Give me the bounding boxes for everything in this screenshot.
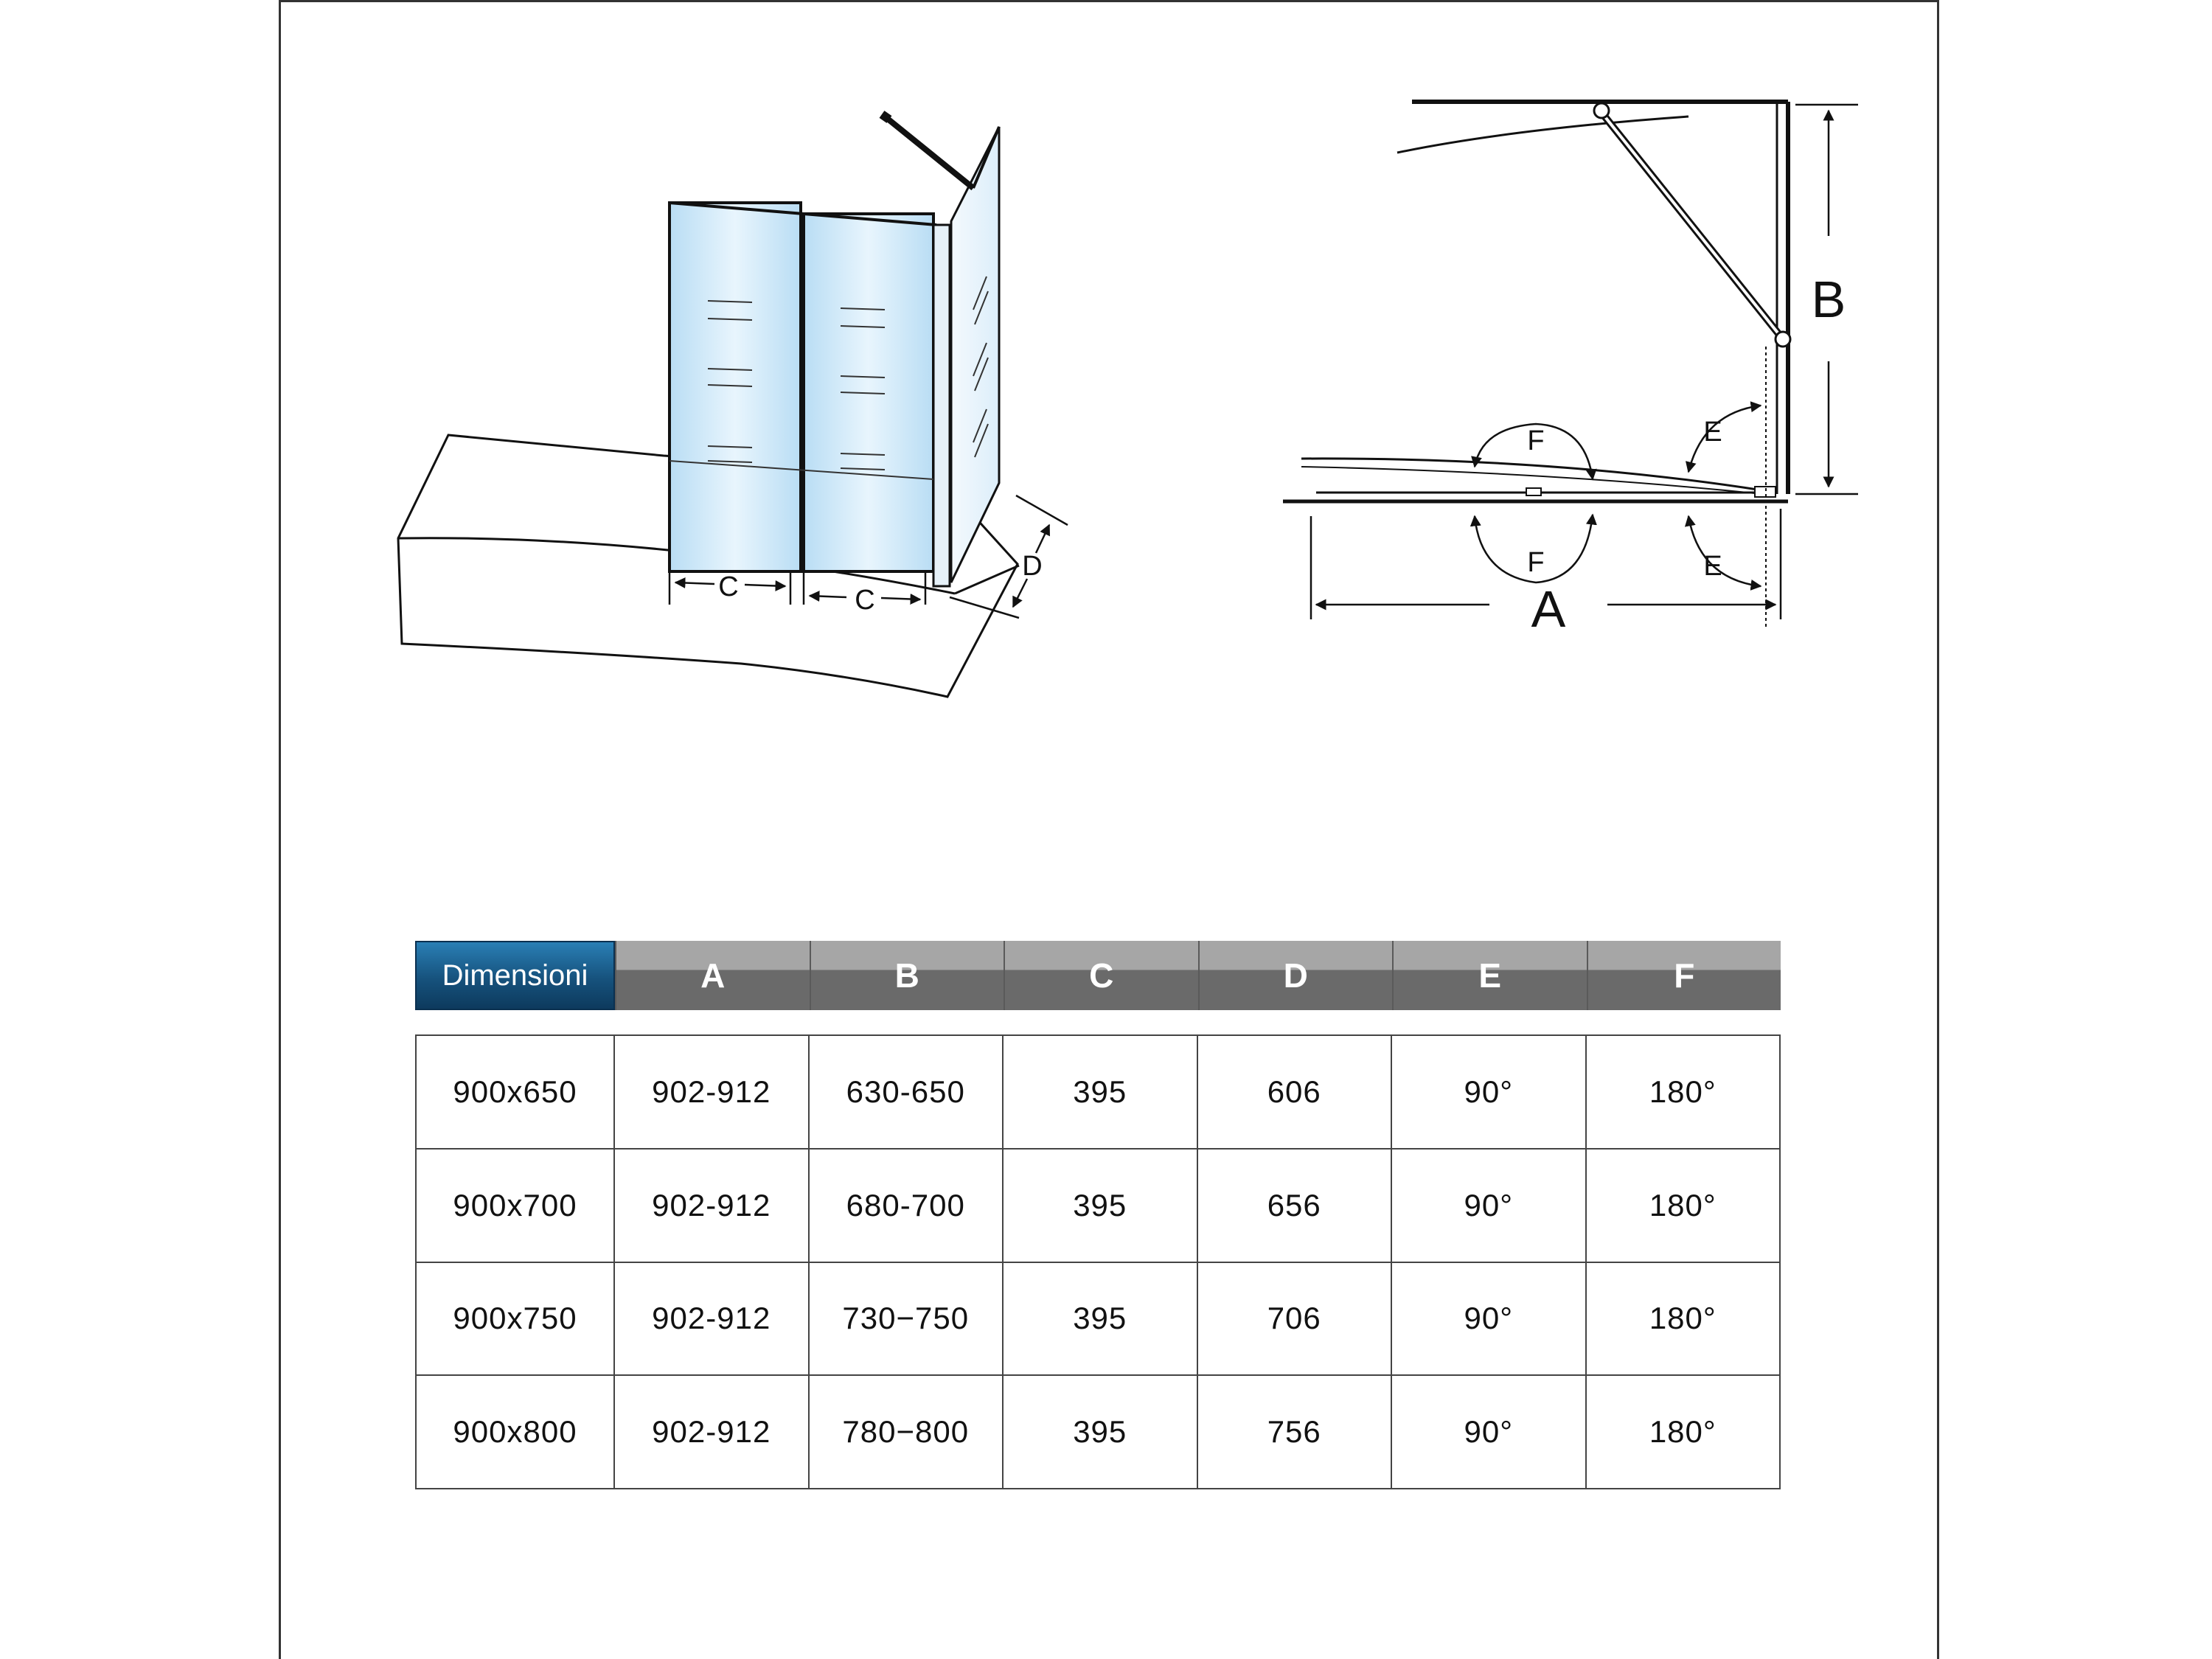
table-cell: 900x700	[416, 1149, 614, 1262]
table-cell: 730−750	[809, 1262, 1004, 1376]
header-a: A	[615, 941, 810, 1010]
header-d: D	[1198, 941, 1393, 1010]
table-cell: 902-912	[614, 1035, 809, 1149]
table-row	[416, 1149, 1780, 1262]
table-cell: 180°	[1586, 1149, 1781, 1262]
table-row	[416, 1035, 1780, 1149]
table-cell: 395	[1003, 1262, 1197, 1376]
header-f: F	[1587, 941, 1781, 1010]
spec-table-header	[415, 941, 1781, 1010]
table-cell: 90°	[1391, 1035, 1586, 1149]
header-c: C	[1004, 941, 1198, 1010]
table-cell: 680-700	[809, 1149, 1004, 1262]
table-cell: 902-912	[614, 1375, 809, 1489]
glass-panel-left	[669, 203, 801, 571]
table-cell: 606	[1197, 1035, 1392, 1149]
table-cell: 656	[1197, 1149, 1392, 1262]
plan-label-a: A	[1531, 580, 1566, 638]
plan-label-f-bottom: F	[1527, 547, 1545, 578]
plan-label-b: B	[1811, 271, 1846, 328]
table-cell: 900x750	[416, 1262, 614, 1376]
support-bar	[885, 116, 973, 188]
dim-label-c-right: C	[855, 585, 875, 616]
plan-view	[1283, 102, 1858, 627]
plan-label-e-top: E	[1703, 417, 1722, 448]
table-cell: 780−800	[809, 1375, 1004, 1489]
header-b: B	[810, 941, 1004, 1010]
dim-label-c-left: C	[718, 571, 739, 602]
table-cell: 900x650	[416, 1035, 614, 1149]
dim-label-d: D	[1022, 551, 1043, 582]
table-cell: 90°	[1391, 1375, 1586, 1489]
table-cell: 902-912	[614, 1149, 809, 1262]
glass-screen	[669, 114, 999, 586]
table-row	[416, 1262, 1780, 1376]
table-cell: 180°	[1586, 1262, 1781, 1376]
table-row	[416, 1375, 1780, 1489]
table-cell: 395	[1003, 1375, 1197, 1489]
table-cell: 90°	[1391, 1149, 1586, 1262]
glass-panel-side	[951, 127, 999, 582]
table-cell: 90°	[1391, 1262, 1586, 1376]
plan-label-f-top: F	[1527, 425, 1545, 456]
header-e: E	[1392, 941, 1587, 1010]
table-cell: 902-912	[614, 1262, 809, 1376]
table-cell: 180°	[1586, 1375, 1781, 1489]
table-cell: 630-650	[809, 1035, 1004, 1149]
table-cell: 395	[1003, 1035, 1197, 1149]
table-cell: 180°	[1586, 1035, 1781, 1149]
table-cell: 706	[1197, 1262, 1392, 1376]
table-cell: 395	[1003, 1149, 1197, 1262]
table-cell: 900x800	[416, 1375, 614, 1489]
plan-label-e-bottom: E	[1703, 551, 1722, 582]
table-cell: 756	[1197, 1375, 1392, 1489]
header-dimensioni: Dimensioni	[415, 941, 615, 1010]
spec-table	[415, 1034, 1781, 1489]
